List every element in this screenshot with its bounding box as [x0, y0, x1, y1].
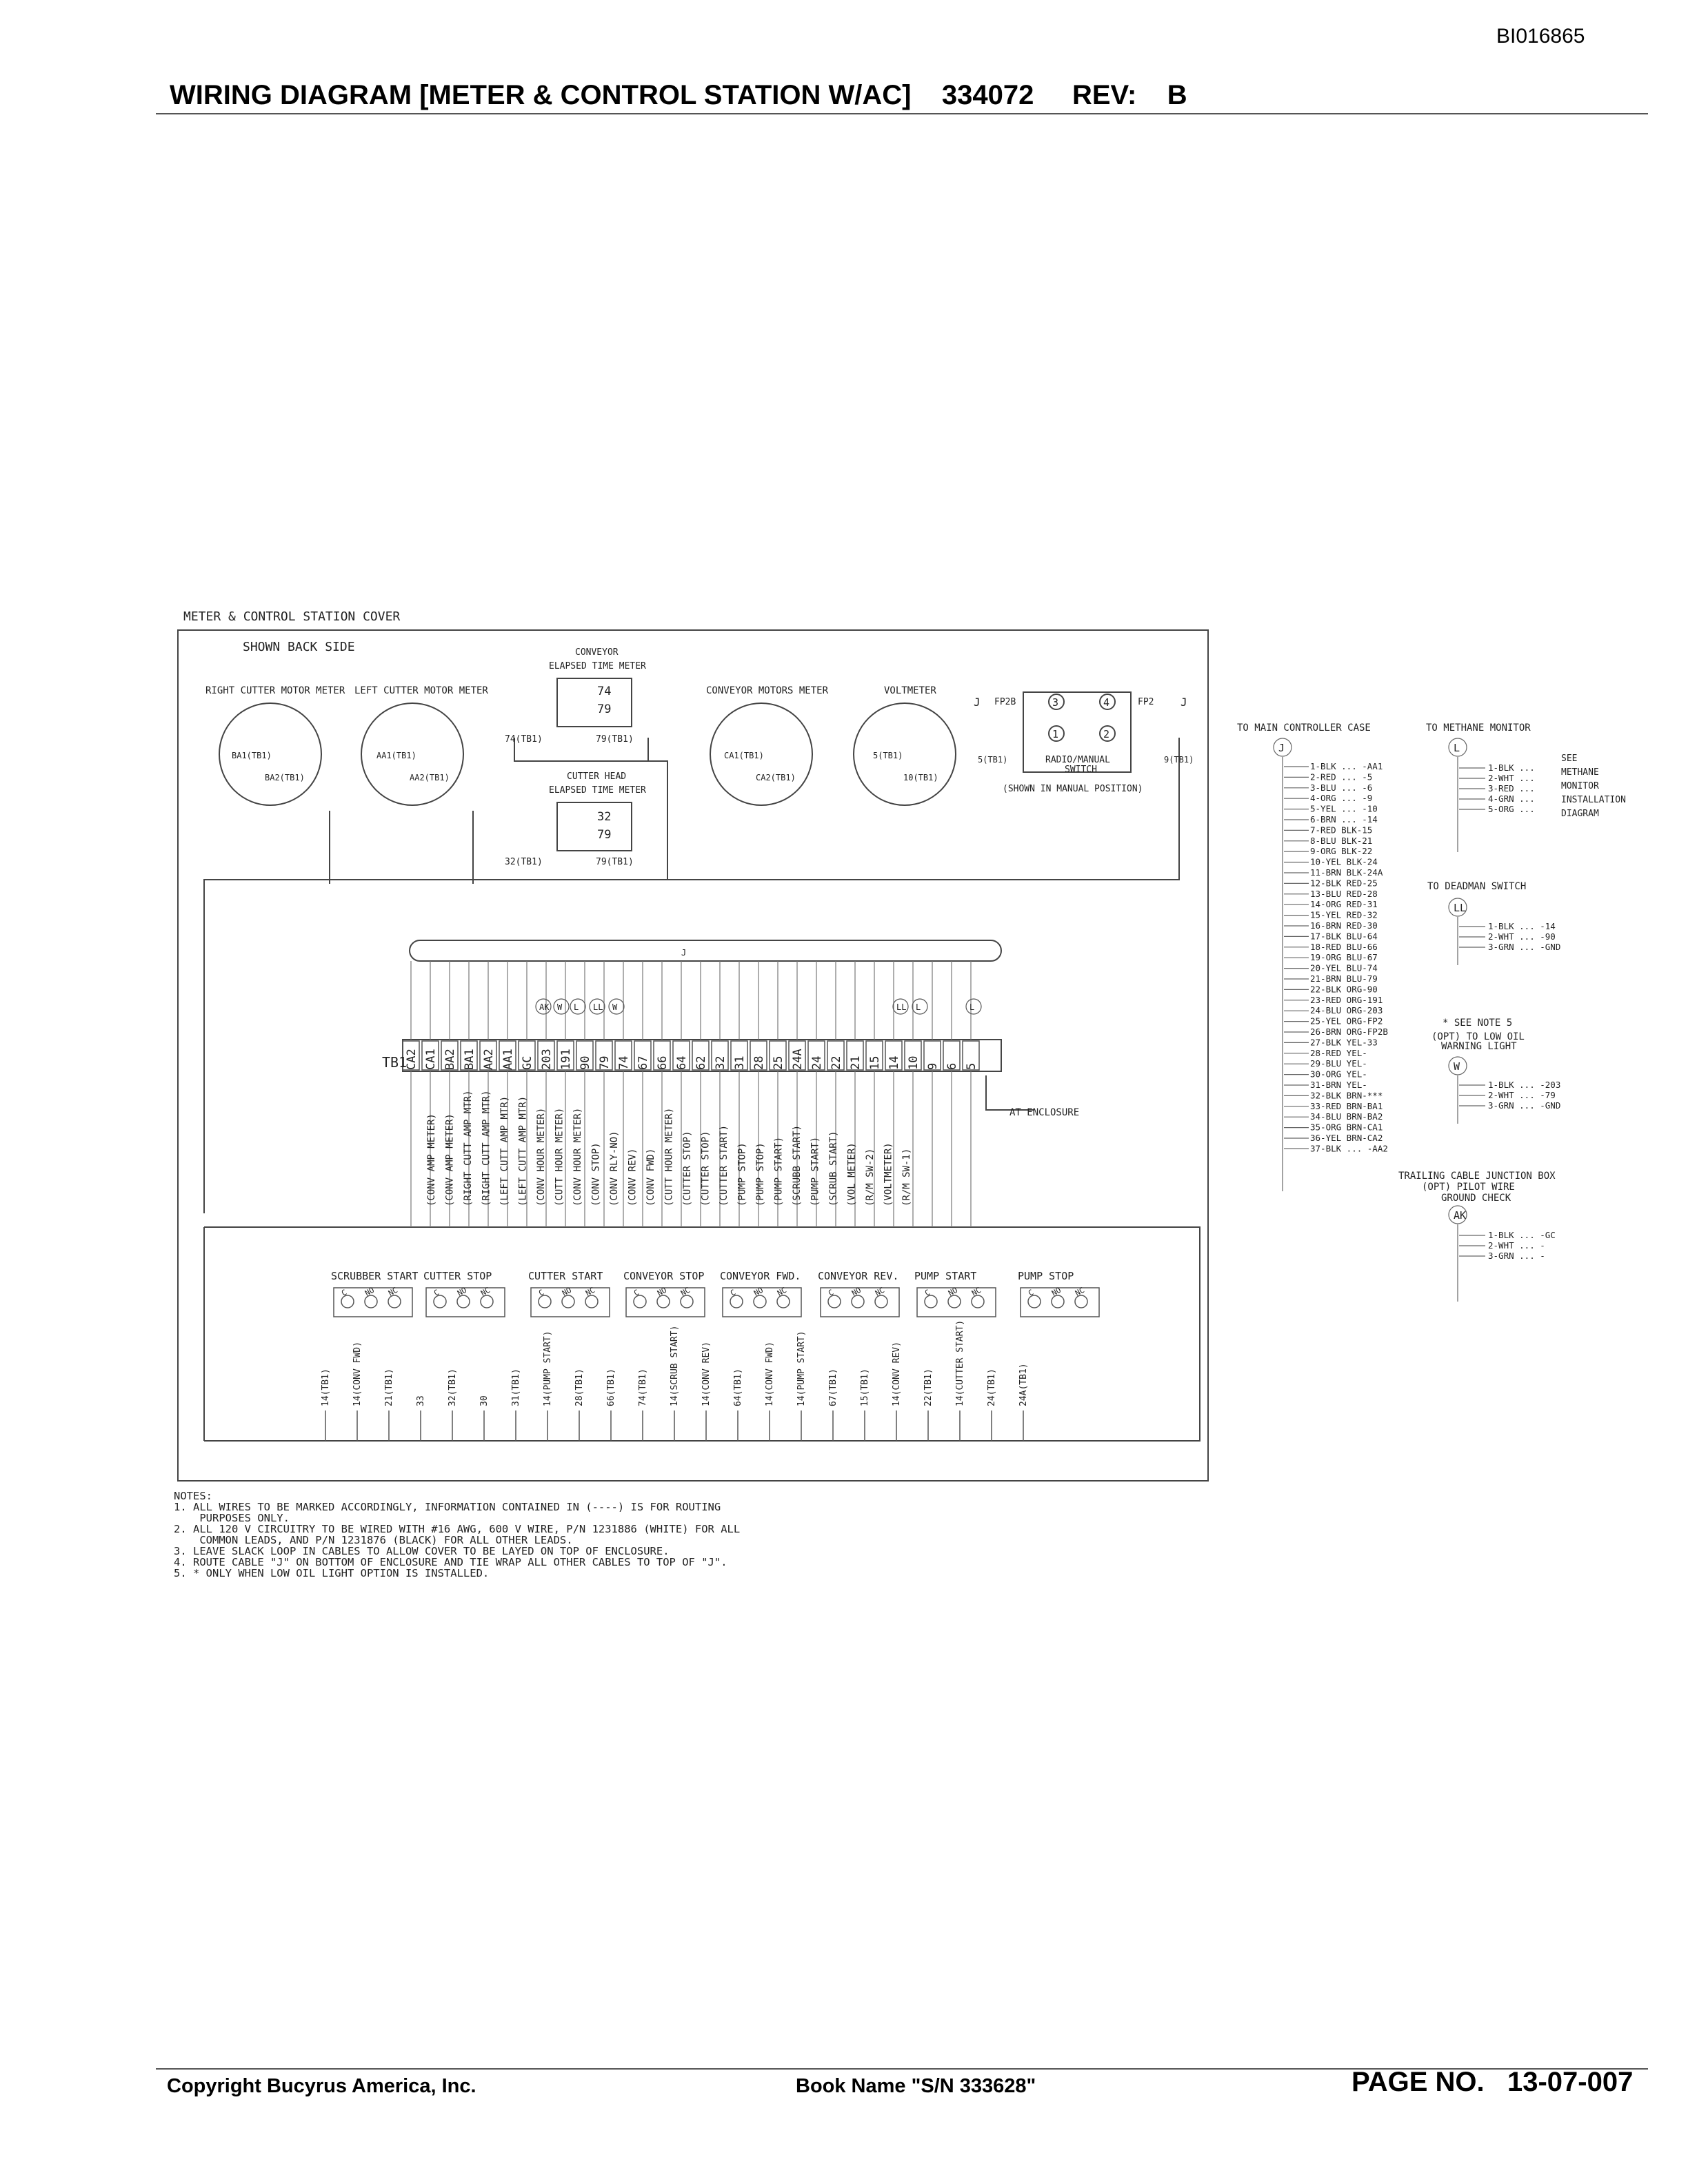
tb-terminal-GC: GC [521, 1055, 534, 1070]
tb-route-label: (CONV RLY-NO) [609, 1131, 620, 1206]
methane-lead: 3-RED ... [1488, 783, 1535, 793]
tb-terminal-90: 90 [579, 1055, 592, 1070]
bottom-lead: 14(PUMP START) [796, 1331, 807, 1406]
switch-contact-label: NO [850, 1285, 863, 1298]
switch-contact-label: NC [1074, 1285, 1086, 1298]
conn-tag-L: L [916, 1002, 921, 1012]
switch-contact-label: C [923, 1288, 932, 1298]
conn-tag-L: L [574, 1002, 579, 1012]
switch-contact-label: NO [363, 1285, 376, 1298]
voltmeter-label: VOLTMETER [884, 685, 936, 696]
switch-contact-label: C [729, 1288, 738, 1298]
plug-ak: AK [1454, 1209, 1467, 1222]
switch-contact [1028, 1295, 1041, 1308]
main-lead: 3-BLU ... -6 [1310, 782, 1373, 793]
tb-route-label: (LEFT CUTT AMP MTR) [517, 1095, 529, 1206]
switch-contact-label: NC [970, 1285, 983, 1298]
tb-route-label: (CONV FWD) [645, 1148, 656, 1206]
tb-terminal-31: 31 [733, 1055, 747, 1070]
ca2-label: CA2(TB1) [756, 773, 796, 782]
switch-contact-label: C [632, 1288, 641, 1298]
methane-note-4: INSTALLATION [1561, 795, 1626, 805]
v10-label: 10(TB1) [903, 773, 938, 782]
term-79b: 79(TB1) [596, 857, 634, 867]
tb-route-label: (PUMP STOP) [755, 1142, 766, 1206]
conveyor-etm-74: 74 [597, 685, 612, 698]
bottom-lead: 14(CONV REV) [892, 1342, 902, 1406]
notes-block [174, 1490, 740, 1579]
trailing-lead: 3-GRN ... - [1488, 1251, 1545, 1261]
sw-num-2: 2 [1103, 728, 1110, 740]
document-id: BI016865 [1496, 25, 1585, 48]
switch-contact [657, 1295, 670, 1308]
main-lead: 26-BRN ORG-FP2B [1310, 1027, 1388, 1037]
tb-terminal-9: 9 [926, 1062, 940, 1070]
bottom-lead: 74(TB1) [638, 1368, 648, 1406]
switch-contact-label: NO [752, 1285, 765, 1298]
bottom-lead: 30 [479, 1395, 490, 1406]
tb-route-label: (R/M SW-2) [865, 1148, 876, 1206]
tb-route-label: (SCRUBB START) [792, 1124, 803, 1206]
aa2-label: AA2(TB1) [410, 773, 450, 782]
conn-tag-W: W [557, 1002, 563, 1012]
conveyor-etm-title-2: ELAPSED TIME METER [549, 661, 646, 671]
plug-j-mark: J [681, 948, 687, 958]
sw-num-4: 4 [1103, 696, 1110, 709]
tb-terminal-74: 74 [617, 1055, 631, 1070]
main-lead: 31-BRN YEL- [1310, 1080, 1367, 1090]
methane-note-5: DIAGRAM [1561, 809, 1599, 819]
tb-terminal-32: 32 [714, 1055, 727, 1070]
conn-tag-LL: LL [896, 1002, 907, 1012]
note-2b: COMMON LEADS, AND P/N 1231876 (BLACK) FOR ALL OTHER LEADS. [174, 1534, 573, 1546]
tb-route-label: (CUTT HOUR METER) [663, 1107, 675, 1206]
conn-tag-AK: AK [539, 1002, 550, 1012]
bottom-lead: 22(TB1) [923, 1368, 934, 1406]
shown-manual: (SHOWN IN MANUAL POSITION) [1003, 784, 1143, 794]
bottom-lead: 14(PUMP START) [543, 1331, 553, 1406]
tb-route-label: (LEFT CUTT AMP MTR) [499, 1095, 510, 1206]
switch-contact [341, 1295, 354, 1308]
tb-terminal-CA1: CA1 [424, 1049, 438, 1070]
main-lead: 23-RED ORG-191 [1310, 994, 1383, 1005]
deadman-label: TO DEADMAN SWITCH [1427, 881, 1527, 892]
ca1-label: CA1(TB1) [724, 751, 764, 760]
plug-ll: LL [1454, 902, 1467, 914]
switch-label: SCRUBBER START [331, 1270, 419, 1282]
switch-contact-label: NO [1050, 1285, 1063, 1298]
bottom-lead: 28(TB1) [574, 1368, 585, 1406]
voltmeter-gauge [854, 703, 956, 805]
switch-contact-label: NC [584, 1285, 596, 1298]
tb-terminal-66: 66 [656, 1055, 670, 1070]
bottom-lead: 33 [416, 1395, 426, 1406]
trailing-1: TRAILING CABLE JUNCTION BOX [1398, 1171, 1556, 1182]
tb-terminal-10: 10 [907, 1055, 921, 1070]
footer-book-name: Book Name "S/N 333628" [796, 2075, 1036, 2097]
tb-route-label: (CUTTER STOP) [700, 1131, 712, 1206]
switch-contact [948, 1295, 961, 1308]
page-number: 13-07-007 [1507, 2067, 1634, 2097]
main-lead: 35-ORG BRN-CA1 [1310, 1122, 1383, 1133]
tb-terminal-79: 79 [598, 1055, 612, 1070]
bottom-lead: 14(CONV FWD) [765, 1342, 775, 1406]
switch-label: CUTTER STOP [423, 1270, 492, 1282]
switch-label: CONVEYOR REV. [818, 1270, 899, 1282]
switch-contact-label: NO [561, 1285, 573, 1298]
note-1: 1. ALL WIRES TO BE MARKED ACCORDINGLY, INFORMATION CONTAINED IN (----) IS FOR ROUTING [174, 1501, 721, 1513]
trailing-lead: 1-BLK ... -GC [1488, 1230, 1556, 1240]
part-number: 334072 [941, 80, 1034, 110]
v5-label: 5(TB1) [873, 751, 903, 760]
switch-contact [634, 1295, 646, 1308]
tb-route-label: (CONV HOUR METER) [572, 1107, 583, 1206]
low-oil-lead: 3-GRN ... -GND [1488, 1100, 1561, 1111]
tb-terminal-21: 21 [849, 1055, 863, 1070]
switch-contact [585, 1295, 598, 1308]
tb-route-label: (CUTTER START) [719, 1124, 730, 1206]
main-lead: 15-YEL RED-32 [1310, 909, 1378, 920]
bottom-lead: 64(TB1) [733, 1368, 743, 1406]
methane-note-1: SEE [1561, 754, 1578, 764]
tb-terminal-25: 25 [772, 1055, 785, 1070]
plug-j-left: J [974, 696, 981, 709]
switch-contact-label: NO [656, 1285, 668, 1298]
ba1-label: BA1(TB1) [232, 751, 272, 760]
trailing-3: GROUND CHECK [1441, 1193, 1511, 1204]
trailing-2: (OPT) PILOT WIRE [1422, 1182, 1515, 1193]
deadman-lead: 2-WHT ... -90 [1488, 931, 1556, 942]
switch-contact [925, 1295, 937, 1308]
conveyor-etm-79: 79 [597, 702, 612, 716]
trailing-lead: 2-WHT ... - [1488, 1240, 1545, 1251]
page-label: PAGE NO. [1352, 2067, 1485, 2097]
main-lead: 10-YEL BLK-24 [1310, 856, 1378, 867]
switch-contact-label: NC [387, 1285, 399, 1298]
deadman-lead: 3-GRN ... -GND [1488, 942, 1561, 952]
switch-contact [539, 1295, 551, 1308]
main-lead: 19-ORG BLU-67 [1310, 952, 1378, 963]
switch-contact-label: C [1027, 1288, 1036, 1298]
tb-route-label: (RIGHT CUTT AMP MTR) [481, 1090, 492, 1206]
tb-terminal-22: 22 [830, 1055, 843, 1070]
main-lead: 33-RED BRN-BA1 [1310, 1100, 1383, 1111]
methane-lead: 1-BLK ... [1488, 762, 1535, 773]
tb-terminal-5: 5 [965, 1062, 978, 1070]
main-lead: 24-BLU ORG-203 [1310, 1005, 1383, 1016]
main-lead: 5-YEL ... -10 [1310, 803, 1378, 814]
tb-route-label: (CONV HOUR METER) [536, 1107, 547, 1206]
tb-terminal-BA2: BA2 [443, 1049, 457, 1070]
methane-lead: 4-GRN ... [1488, 793, 1535, 804]
switch-contact-label: NC [479, 1285, 492, 1298]
note-4: 4. ROUTE CABLE "J" ON BOTTOM OF ENCLOSURE AND TIE WRAP ALL OTHER CABLES TO TOP OF "J". [174, 1556, 727, 1568]
footer-page [1352, 2067, 1633, 2098]
switch-contact [777, 1295, 790, 1308]
sw9-label: 9(TB1) [1164, 755, 1194, 765]
title-text: WIRING DIAGRAM [METER & CONTROL STATION W/AC] [170, 80, 912, 110]
main-lead: 27-BLK YEL-33 [1310, 1037, 1378, 1048]
tb-route-label: (CONV AMP METER) [426, 1113, 437, 1206]
main-lead: 18-RED BLU-66 [1310, 941, 1378, 952]
switch-contact [972, 1295, 984, 1308]
tb-terminal-67: 67 [636, 1055, 650, 1070]
main-lead: 25-YEL ORG-FP2 [1310, 1015, 1383, 1027]
main-lead: 20-YEL BLU-74 [1310, 962, 1378, 973]
tb-route-label: (PUMP START) [810, 1136, 821, 1206]
methane-lead: 5-ORG ... [1488, 804, 1535, 814]
switch-label: CUTTER START [528, 1270, 603, 1282]
low-oil-lead: 2-WHT ... -79 [1488, 1090, 1556, 1100]
radio-switch-1: RADIO/MANUAL [1045, 755, 1110, 765]
tb-route-label: (CUTT HOUR METER) [554, 1107, 565, 1206]
term-79a: 79(TB1) [596, 734, 634, 745]
ba2-label: BA2(TB1) [265, 773, 305, 782]
main-lead: 6-BRN ... -14 [1310, 814, 1378, 825]
tb-route-label: (VOLTMETER) [883, 1142, 894, 1206]
switch-contact-label: NC [874, 1285, 886, 1298]
cutter-etm-title-2: ELAPSED TIME METER [549, 785, 646, 796]
main-lead: 1-BLK ... -AA1 [1310, 761, 1383, 771]
cutter-etm-32: 32 [597, 810, 612, 824]
plug-j-right: J [1180, 696, 1187, 709]
bottom-lead: 14(CONV FWD) [352, 1342, 363, 1406]
switch-contact-label: C [827, 1288, 836, 1298]
switch-contact-label: C [340, 1288, 349, 1298]
bottom-lead: 24(TB1) [987, 1368, 997, 1406]
cutter-etm-79: 79 [597, 828, 612, 842]
conveyor-meter-label: CONVEYOR MOTORS METER [706, 685, 829, 696]
main-lead: 29-BLU YEL- [1310, 1058, 1367, 1069]
main-lead: 8-BLU BLK-21 [1310, 835, 1373, 846]
tb-route-label: (R/M SW-1) [901, 1148, 912, 1206]
bottom-lead: 24A(TB1) [1018, 1363, 1029, 1406]
tb1-label: TB1 [382, 1054, 408, 1071]
methane-note-2: METHANE [1561, 767, 1599, 778]
tb-terminal-CA2: CA2 [405, 1049, 419, 1070]
tb-terminal-191: 191 [559, 1049, 573, 1070]
main-lead: 16-BRN RED-30 [1310, 920, 1378, 931]
fp2-label: FP2 [1138, 697, 1154, 707]
switch-contact [754, 1295, 766, 1308]
low-oil-2: WARNING LIGHT [1441, 1041, 1517, 1052]
sw-num-3: 3 [1052, 696, 1059, 709]
methane-note-3: MONITOR [1561, 781, 1599, 791]
conn-tag-L: L [969, 1002, 975, 1012]
tb-terminal-64: 64 [675, 1055, 689, 1070]
switch-contact [365, 1295, 377, 1308]
switch-label: CONVEYOR STOP [623, 1270, 705, 1282]
bottom-lead: 15(TB1) [860, 1368, 870, 1406]
low-oil-lead: 1-BLK ... -203 [1488, 1080, 1561, 1090]
note5-label: * SEE NOTE 5 [1443, 1018, 1513, 1029]
bottom-lead: 14(CUTTER START) [955, 1320, 965, 1406]
bottom-lead: 21(TB1) [384, 1368, 394, 1406]
tb-route-label: (VOL METER) [846, 1142, 858, 1206]
footer-copyright: Copyright Bucyrus America, Inc. [167, 2075, 476, 2097]
cutter-etm-title-1: CUTTER HEAD [567, 771, 627, 782]
conveyor-etm-title-1: CONVEYOR [575, 647, 619, 658]
main-lead: 12-BLK RED-25 [1310, 878, 1378, 889]
switch-contact [852, 1295, 864, 1308]
tb-terminal-203: 203 [540, 1049, 554, 1070]
rev-value: B [1167, 80, 1187, 110]
tb-terminal-AA2: AA2 [482, 1049, 496, 1070]
switch-contact [1052, 1295, 1064, 1308]
rev-label: REV: [1072, 80, 1137, 110]
tb-terminal-28: 28 [752, 1055, 766, 1070]
notes-title: NOTES: [174, 1490, 212, 1502]
bottom-lead: 66(TB1) [606, 1368, 616, 1406]
tb-route-label: (CONV AMP METER) [444, 1113, 456, 1206]
at-enclosure: AT ENCLOSURE [1009, 1107, 1080, 1118]
note-1b: PURPOSES ONLY. [174, 1512, 290, 1524]
main-lead: 9-ORG BLK-22 [1310, 846, 1373, 857]
radio-switch-2: SWITCH [1065, 765, 1097, 775]
sw-num-1: 1 [1052, 728, 1059, 740]
bottom-lead: 67(TB1) [828, 1368, 838, 1406]
main-lead: 4-ORG ... -9 [1310, 793, 1373, 804]
switch-contact [1075, 1295, 1087, 1308]
conn-tag-W: W [612, 1002, 618, 1012]
main-lead: 17-BLK BLU-64 [1310, 931, 1378, 942]
tb-terminal-24: 24 [810, 1055, 824, 1070]
switch-contact [481, 1295, 493, 1308]
tb-terminal-14: 14 [887, 1055, 901, 1070]
switch-contact-label: NO [947, 1285, 959, 1298]
main-lead: 34-BLU BRN-BA2 [1310, 1111, 1383, 1122]
switch-contact-label: NC [679, 1285, 692, 1298]
switch-contact-label: NC [776, 1285, 788, 1298]
cutter-etm [557, 802, 632, 851]
main-lead: 30-ORG YEL- [1310, 1069, 1367, 1080]
methane-lead: 2-WHT ... [1488, 773, 1535, 783]
switch-contact [730, 1295, 743, 1308]
plug-j-bar [410, 940, 1001, 961]
switch-contact-label: C [537, 1288, 546, 1298]
tb-route-label: (CUTTER STOP) [682, 1131, 693, 1206]
main-lead: 22-BLK ORG-90 [1310, 984, 1378, 995]
switch-label: PUMP START [914, 1270, 977, 1282]
shown-back-side: SHOWN BACK SIDE [243, 640, 355, 654]
bottom-lead: 14(TB1) [321, 1368, 331, 1406]
conveyor-etm [557, 678, 632, 727]
bottom-lead: 14(CONV REV) [701, 1342, 712, 1406]
cover-title: METER & CONTROL STATION COVER [183, 609, 401, 624]
main-controller-label: TO MAIN CONTROLLER CASE [1237, 722, 1371, 734]
switch-contact [434, 1295, 446, 1308]
low-oil-1: (OPT) TO LOW OIL [1431, 1031, 1525, 1042]
tb-terminal-BA1: BA1 [463, 1049, 476, 1070]
term-32: 32(TB1) [505, 857, 543, 867]
right-cutter-meter-label: RIGHT CUTTER MOTOR METER [205, 685, 345, 696]
main-lead: 36-YEL BRN-CA2 [1310, 1133, 1383, 1143]
methane-label: TO METHANE MONITOR [1426, 722, 1531, 734]
tb-route-label: (CONV STOP) [590, 1142, 602, 1206]
switch-contact-label: NO [456, 1285, 468, 1298]
left-cutter-meter-label: LEFT CUTTER MOTOR METER [354, 685, 488, 696]
plug-l: L [1454, 742, 1460, 754]
tb-terminal-AA1: AA1 [501, 1049, 515, 1070]
term-74: 74(TB1) [505, 734, 543, 745]
plug-j: J [1278, 742, 1285, 754]
tb-terminal-6: 6 [945, 1062, 959, 1070]
switch-contact [457, 1295, 470, 1308]
switch-contact [828, 1295, 841, 1308]
tb-terminal-24A: 24A [791, 1049, 805, 1070]
deadman-lead: 1-BLK ... -14 [1488, 921, 1556, 931]
tb-route-label: (PUMP STOP) [736, 1142, 748, 1206]
switch-label: CONVEYOR FWD. [720, 1270, 801, 1282]
main-lead: 14-ORG RED-31 [1310, 899, 1378, 910]
switch-contact [562, 1295, 574, 1308]
fp2b-label: FP2B [994, 697, 1016, 707]
note-5: 5. * ONLY WHEN LOW OIL LIGHT OPTION IS INSTALLED. [174, 1567, 490, 1579]
tb-terminal-62: 62 [694, 1055, 708, 1070]
conn-tag-LL: LL [593, 1002, 603, 1012]
bottom-lead: 31(TB1) [511, 1368, 521, 1406]
tb-route-label: (PUMP START) [773, 1136, 785, 1206]
tb-route-label: (SCRUB START) [828, 1131, 839, 1206]
main-lead: 28-RED YEL- [1310, 1047, 1367, 1058]
main-lead: 21-BRN BLU-79 [1310, 973, 1378, 984]
main-lead: 7-RED BLK-15 [1310, 825, 1373, 836]
note-3: 3. LEAVE SLACK LOOP IN CABLES TO ALLOW COVER TO BE LAYED ON TOP OF ENCLOSURE. [174, 1545, 670, 1557]
switch-label: PUMP STOP [1018, 1270, 1074, 1282]
main-lead: 32-BLK BRN-*** [1310, 1090, 1383, 1101]
tb-route-label: (RIGHT CUTT AMP MTR) [463, 1090, 474, 1206]
switch-contact-label: C [432, 1288, 441, 1298]
tb-terminal-15: 15 [868, 1055, 882, 1070]
switch-contact [875, 1295, 887, 1308]
sw5-label: 5(TB1) [978, 755, 1008, 765]
note-2: 2. ALL 120 V CIRCUITRY TO BE WIRED WITH #16 AWG, 600 V WIRE, P/N 1231886 (WHITE) FOR ALL [174, 1523, 741, 1535]
main-lead: 11-BRN BLK-24A [1310, 867, 1383, 878]
tb-route-label: (CONV REV) [627, 1148, 639, 1206]
main-lead: 2-RED ... -5 [1310, 771, 1373, 782]
switch-contact [681, 1295, 693, 1308]
main-lead: 13-BLU RED-28 [1310, 888, 1378, 899]
switch-contact [388, 1295, 401, 1308]
main-lead: 37-BLK ... -AA2 [1310, 1143, 1388, 1154]
aa1-label: AA1(TB1) [376, 751, 416, 760]
plug-w: W [1454, 1060, 1460, 1073]
bottom-lead: 14(SCRUB START) [670, 1325, 680, 1406]
bottom-lead: 32(TB1) [448, 1368, 458, 1406]
